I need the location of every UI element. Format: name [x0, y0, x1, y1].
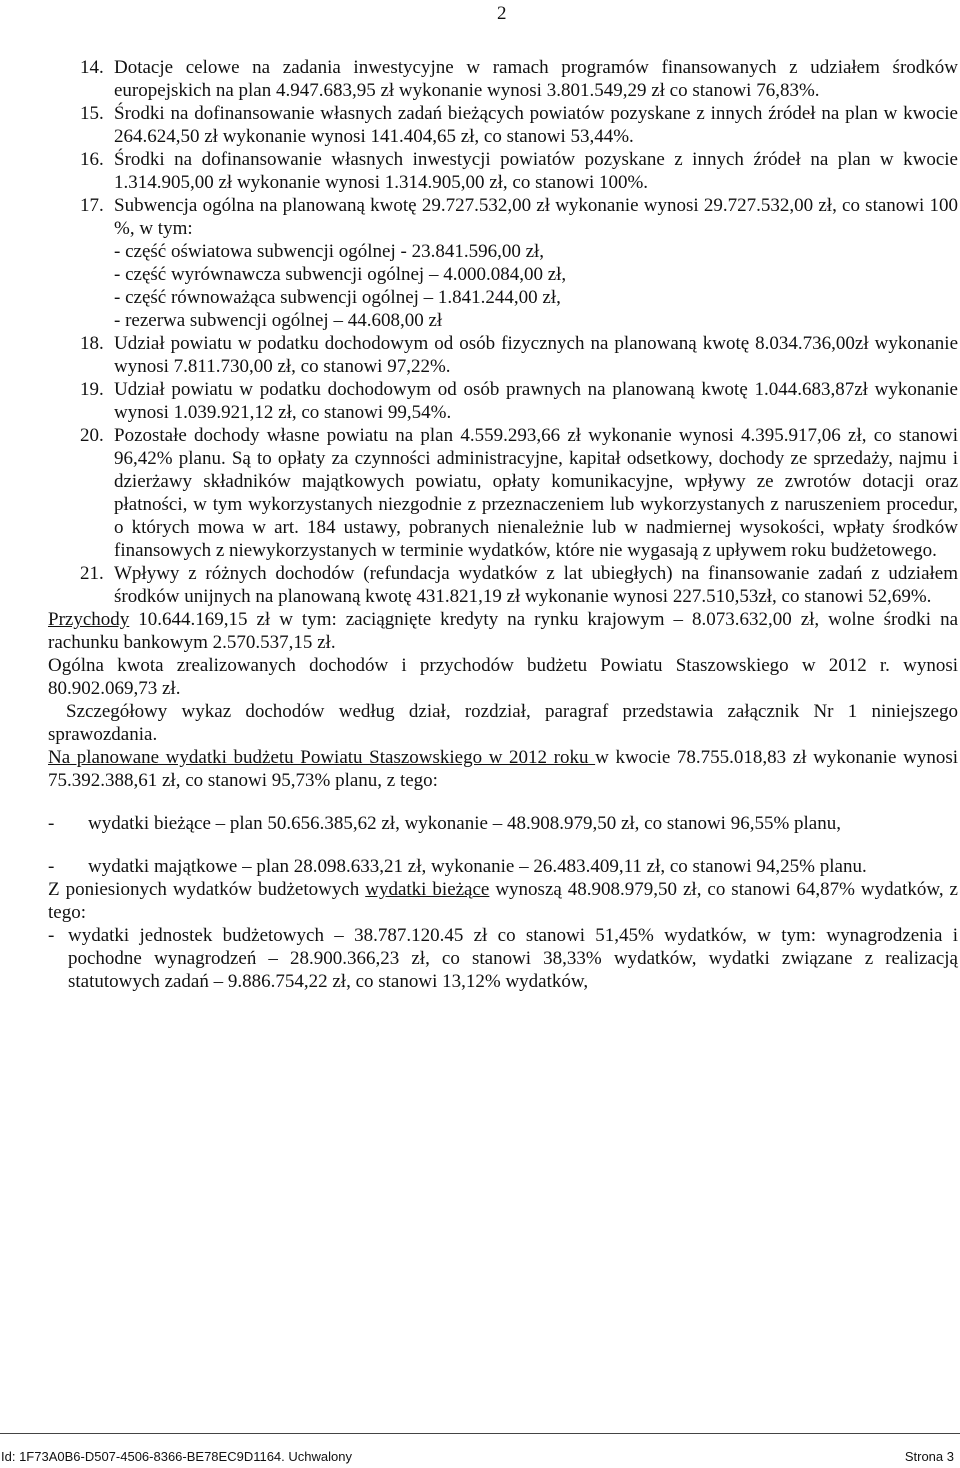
item-number: 19. [80, 379, 104, 400]
list-item [48, 378, 958, 424]
subsidy-breakdown-line: - rezerwa subwencji ogólnej – 44.608,00 zł [114, 310, 443, 331]
current-expenditure-paragraph: Z poniesionych wydatków budżetowych wydatki bieżące wynoszą 48.908.979,50 zł, co stanowi 64,87% wydatków, z tego: [48, 879, 958, 923]
list-item [48, 332, 958, 378]
item-number: 20. [80, 425, 104, 446]
revenue-text: 10.644.169,15 zł w tym: zaciągnięte kredyty na rynku krajowym – 8.073.632,00 zł, wolne środki na rachunku bankowym 2.570.537,15 zł. [48, 609, 958, 653]
total-amount-paragraph: Ogólna kwota zrealizowanych dochodów i przychodów budżetu Powiatu Staszowskiego w 2012 r. wynosi 80.902.069,73 zł. [48, 655, 958, 699]
dash-marker: - [48, 925, 55, 946]
expenditure-label: Na planowane wydatki budżetu Powiatu Staszowskiego w 2012 roku [48, 747, 596, 768]
document-id: Id: 1F73A0B6-D507-4506-8366-BE78EC9D1164. Uchwalony [1, 1449, 352, 1464]
revenue-paragraph [48, 608, 958, 654]
item-text: Środki na dofinansowanie własnych inwestycji powiatów pozyskane z innych źródeł na plan w kwocie 1.314.905,00 zł wykonanie wynosi 1.314.905,00 zł, co stanowi 100%. [114, 149, 958, 193]
expenditure-paragraph [48, 746, 958, 792]
list-item [48, 194, 958, 332]
expenditure-item-text: wydatki bieżące – plan 50.656.385,62 zł, wykonanie – 48.908.979,50 zł, co stanowi 96,55% planu, [88, 813, 841, 834]
subsidy-breakdown-line: - część wyrównawcza subwencji ogólnej – 4.000.084,00 zł, [114, 264, 567, 285]
detail-attachment-paragraph: Szczegółowy wykaz dochodów według dział, rozdział, paragraf przedstawia załącznik Nr 1 niniejszego sprawozdania. [48, 701, 958, 745]
list-item [48, 148, 958, 194]
item-number: 15. [80, 103, 104, 124]
page-number: 2 [497, 3, 507, 24]
revenue-label: Przychody [48, 609, 130, 630]
income-items-list [48, 56, 958, 608]
item-text: Dotacje celowe na zadania inwestycyjne w ramach programów finansowanych z udziałem środków europejskich na plan 4.947.683,95 zł wykonanie wynosi 3.801.549,29 zł co stanowi 76,83%. [114, 57, 958, 101]
expenditure-item-text: wydatki majątkowe – plan 28.098.633,21 zł, wykonanie – 26.483.409,11 zł, co stanowi 94,25% planu. [88, 856, 867, 877]
item-number: 16. [80, 149, 104, 170]
subsidy-breakdown-line: - część równoważąca subwencji ogólnej – 1.841.244,00 zł, [114, 287, 561, 308]
expenditure-list-item [48, 855, 958, 878]
document-body [48, 56, 958, 993]
list-item [48, 424, 958, 562]
item-text: Wpływy z różnych dochodów (refundacja wydatków z lat ubiegłych) na finansowanie zadań z udziałem środków unijnych na planowaną kwotę 431.821,19 zł wykonanie wynosi 227.510,53zł, co stanowi 52,69%. [114, 563, 958, 607]
footer-page-number: Strona 3 [904, 1449, 954, 1464]
dash-marker: - [48, 813, 55, 834]
footer-divider [0, 1433, 960, 1434]
current-expenditure-label: wydatki bieżące [365, 879, 490, 900]
dash-marker: - [48, 856, 55, 877]
unit-expenditure-text: wydatki jednostek budżetowych – 38.787.120.45 zł co stanowi 51,45% wydatków, w tym: wynagrodzenia i pochodne wynagrodzeń – 28.900.366,23 zł, co stanowi 38,33% wydatków, wydatki związane z realizacją statutowych zadań – 9.886.754,22 zł, co stanowi 13,12% wydatków, [68, 925, 958, 992]
item-number: 17. [80, 195, 104, 216]
list-item [48, 102, 958, 148]
page-footer [0, 1433, 960, 1463]
item-number: 21. [80, 563, 104, 584]
expenditure-text: w kwocie 78.755.018,83 zł wykonanie wynosi 75.392.388,61 zł, co stanowi 95,73% planu, z tego: [48, 747, 958, 791]
item-text: Środki na dofinansowanie własnych zadań bieżących powiatów pozyskane z innych źródeł na plan w kwocie 264.624,50 zł wykonanie wynosi 141.404,65 zł, co stanowi 53,44%. [114, 103, 958, 147]
item-text: Udział powiatu w podatku dochodowym od osób prawnych na planowaną kwotę 1.044.683,87zł wykonanie wynosi 1.039.921,12 zł, co stanowi 99,54%. [114, 379, 958, 423]
item-text: Subwencja ogólna na planowaną kwotę 29.727.532,00 zł wykonanie wynosi 29.727.532,00 zł, co stanowi 100 %, w tym: [114, 195, 958, 239]
list-item [48, 562, 958, 608]
item-text: Pozostałe dochody własne powiatu na plan 4.559.293,66 zł wykonanie wynosi 4.395.917,06 zł, co stanowi 96,42% planu. Są to opłaty za czynności administracyjne, kapitał odsetkowy, dochody ze sprzedaży, najmu i dzierżawy składników majątkowych powiatu, opłaty komunikacyjne, wpływy ze zwrotów dotacji oraz płatności, w tym wykorzystanych niezgodnie z przeznaczeniem lub wykorzystanych z naruszeniem procedur, o których mowa w art. 184 ustawy, pobranych nienależnie lub w nadmiernej wysokości, wpłaty środków finansowych z niewykorzystanych w terminie wydatków, które nie wygasają z upływem roku budżetowego. [114, 425, 958, 561]
unit-expenditure-item [48, 924, 958, 993]
subsidy-breakdown-line: - część oświatowa subwencji ogólnej - 23.841.596,00 zł, [114, 241, 545, 262]
list-item [48, 56, 958, 102]
expenditure-list-item [48, 812, 958, 835]
item-text: Udział powiatu w podatku dochodowym od osób fizycznych na planowaną kwotę 8.034.736,00zł wykonanie wynosi 7.811.730,00 zł, co stanowi 97,22%. [114, 333, 958, 377]
item-number: 14. [80, 57, 104, 78]
item-number: 18. [80, 333, 104, 354]
